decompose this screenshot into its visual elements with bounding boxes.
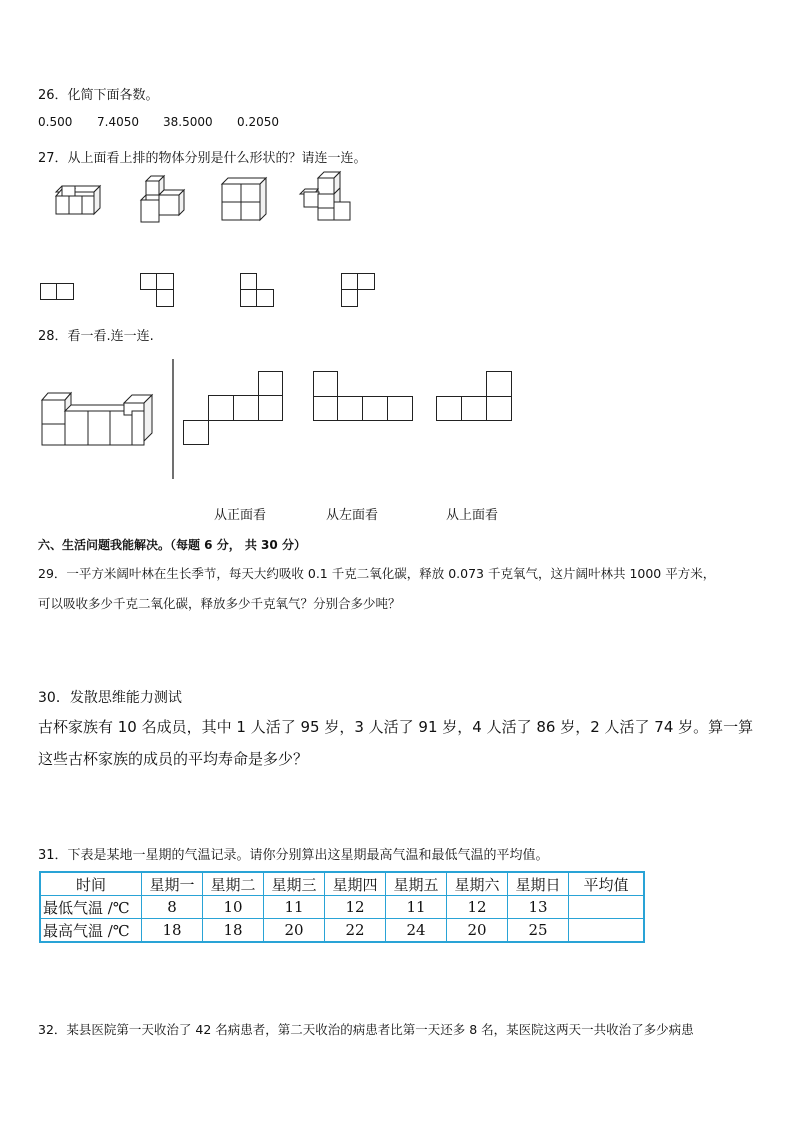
q27-cube-figure-2 [136, 176, 188, 226]
q27-top-view-1 [40, 283, 76, 301]
q29-line-2: 可以吸收多少千克二氧化碳，释放多少千克氧气？分别合多少吨？ [38, 596, 401, 611]
q28-view-figure-2 [313, 371, 415, 423]
view-label-top: 从上面看 [446, 508, 499, 523]
table-header-cell: 星期三 [264, 872, 325, 896]
q30-line-2: 这些古杯家族的成员的平均寿命是多少？ [38, 750, 309, 768]
q30-title: 30．发散思维能力测试 [38, 690, 182, 706]
table-cell: 最高气温 /℃ [40, 919, 142, 943]
table-cell: 22 [325, 919, 386, 943]
section-6-heading: 六、生活问题我能解决。（每题 6 分， 共 30 分） [38, 538, 306, 552]
table-header-cell: 星期一 [142, 872, 203, 896]
table-row [40, 896, 644, 919]
table-cell: 18 [203, 919, 264, 943]
table-header-cell: 星期二 [203, 872, 264, 896]
temperature-table [39, 871, 645, 943]
table-cell [569, 919, 645, 943]
table-cell: 20 [264, 919, 325, 943]
q27-top-view-4 [341, 273, 377, 309]
view-label-front: 从正面看 [214, 508, 267, 523]
q28-divider-line [172, 359, 174, 479]
table-cell [569, 896, 645, 919]
table-header-row [40, 872, 644, 896]
table-cell: 13 [508, 896, 569, 919]
q30-line-1: 古杯家族有 10 名成员，其中 1 人活了 95 岁，3 人活了 91 岁，4 人活了 86 岁，2 人活了 74 岁。算一算 [38, 718, 754, 736]
q28-view-figure-1 [183, 371, 285, 447]
table-cell: 20 [447, 919, 508, 943]
q26-number: 7.4050 [97, 115, 139, 129]
q28-cube-figure [40, 393, 155, 449]
q26-number: 0.2050 [237, 115, 279, 129]
table-cell: 10 [203, 896, 264, 919]
q29-line-1: 29．一平方米阔叶林在生长季节，每天大约吸收 0.1 千克二氧化碳，释放 0.073 千克氧气，这片阔叶林共 1000 平方米， [38, 566, 716, 581]
table-header-cell: 星期六 [447, 872, 508, 896]
q27-cube-figure-3 [222, 178, 270, 224]
table-header-cell: 星期四 [325, 872, 386, 896]
q27-cube-figure-1 [56, 186, 106, 226]
table-header-cell: 时间 [40, 872, 142, 896]
table-cell: 12 [447, 896, 508, 919]
q26-number: 38.5000 [163, 115, 213, 129]
table-cell: 12 [325, 896, 386, 919]
table-cell: 24 [386, 919, 447, 943]
q26-title: 26．化简下面各数。 [38, 88, 159, 103]
table-header-cell: 星期日 [508, 872, 569, 896]
q28-view-figure-3 [436, 371, 514, 423]
q27-top-view-3 [240, 273, 276, 309]
table-row [40, 919, 644, 943]
q27-title: 27．从上面看上排的物体分别是什么形状的？请连一连。 [38, 151, 367, 166]
table-cell: 11 [386, 896, 447, 919]
q27-top-view-2 [140, 273, 176, 309]
q28-title: 28．看一看.连一连. [38, 329, 154, 344]
table-cell: 最低气温 /℃ [40, 896, 142, 919]
table-cell: 11 [264, 896, 325, 919]
q27-cube-figure-4 [300, 172, 354, 224]
q26-number: 0.500 [38, 115, 73, 129]
q32-line-1: 32．某县医院第一天收治了 42 名病患者，第二天收治的病患者比第一天还多 8 名，某医院这两天一共收治了多少病患 [38, 1022, 694, 1037]
table-cell: 18 [142, 919, 203, 943]
q31-title: 31．下表是某地一星期的气温记录。请你分别算出这星期最高气温和最低气温的平均值。 [38, 848, 549, 863]
table-header-cell: 星期五 [386, 872, 447, 896]
table-cell: 8 [142, 896, 203, 919]
view-label-left: 从左面看 [326, 508, 379, 523]
table-cell: 25 [508, 919, 569, 943]
table-header-cell: 平均值 [569, 872, 645, 896]
